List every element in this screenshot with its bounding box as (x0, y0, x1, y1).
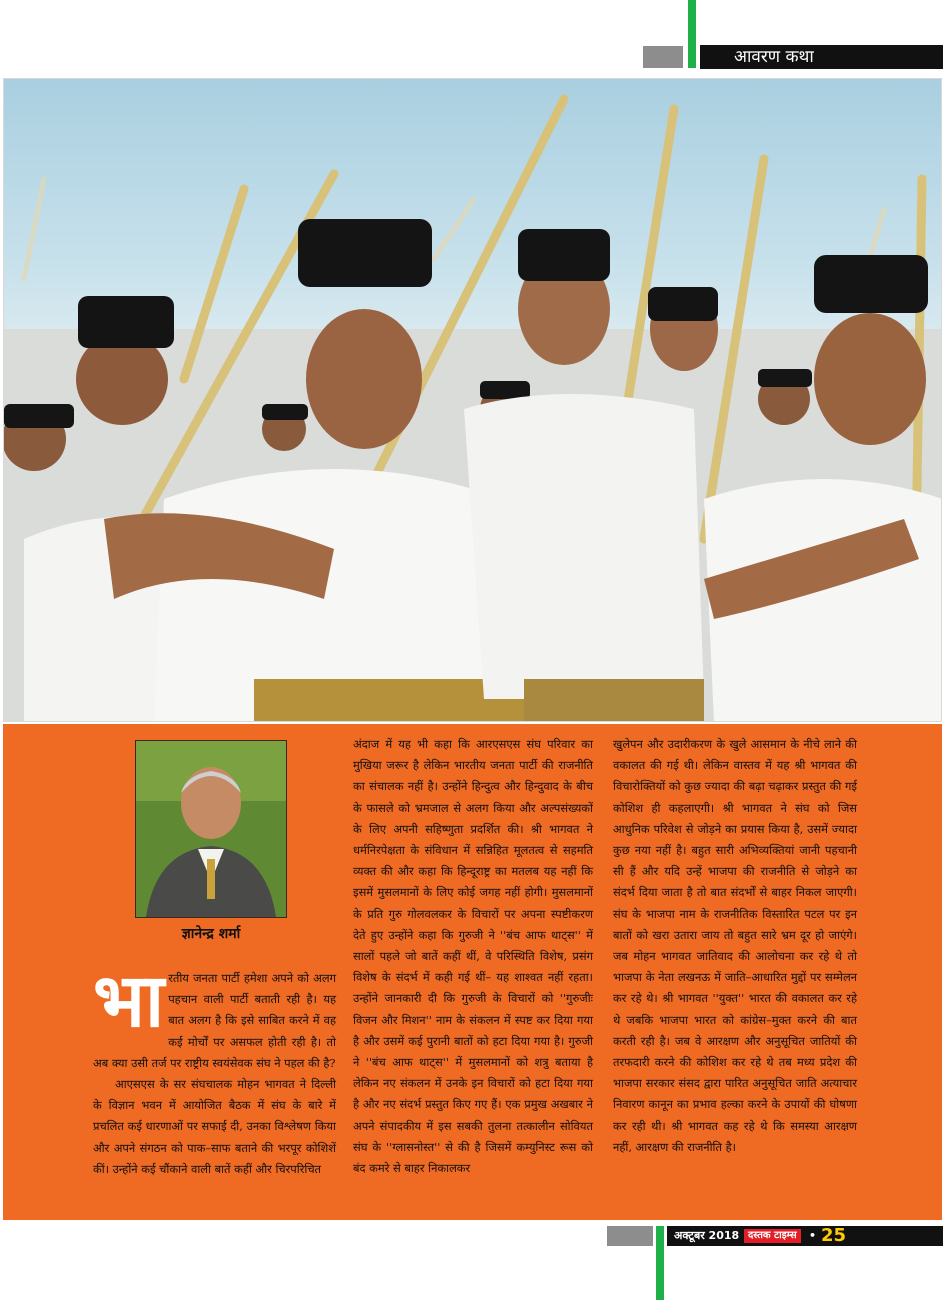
article-column-3 (613, 734, 857, 1158)
article-paragraph (93, 958, 336, 1074)
author-photo (135, 740, 287, 918)
article-column-2 (353, 734, 593, 1179)
article-text: रतीय जनता पार्टी हमेशा अपने को अलग पहचान वाली पार्टी बताती रही है। यह बात अलग है कि इसे साबित करने में वह कई मोर्चों पर असफल होती रही है। तो अब क्या उसी तर्ज पर राष्ट्रीय स्वयंसेवक संघ ने पहल की है? (93, 971, 336, 1070)
author-name: ज्ञानेन्द्र शर्मा (181, 926, 241, 942)
magazine-logo: दस्तक टाइम्स (744, 1229, 801, 1243)
header-grey-block (643, 46, 683, 68)
parade-illustration (4, 79, 942, 722)
header-green-bar (688, 0, 696, 68)
article-paragraph: खुलेपन और उदारीकरण के खुले आसमान के नीचे लाने की वकालत की गई थी। लेकिन वास्तव में यह श्री भागवत की विचारोक्तियों को कुछ ज्यादा की बढ़ा चढ़ाकर प्रस्तुत की गई कोशिश ही कहलाएगी। श्री भागवत ने संघ को जिस आधुनिक परिवेश से जोड़ने का प्रयास किया है, उसमें ज्यादा कुछ नया नहीं है। बहुत सारी अभिव्यक्तियां जानी पहचानी सी हैं और यदि उन्हें भाजपा की राजनीति से जोड़ने का संदर्भ दिया जाता है तो बात संदर्भों से बाहर निकल जाएगी। संघ के भाजपा नाम के राजनीतिक विस्तारित पटल पर इन बातों को खरा उतारा जाय तो बहुत सारे भ्रम दूर हो जाएंगे। जब मोहन भागवत जातिवाद की आलोचना कर रहे थे तो भाजपा के नेता लखनऊ में जाति–आधारित मुद्दों पर सम्मेलन कर रहे थे। श्री भागवत ''युक्त'' भारत की वकालत कर रहे थे जबकि भाजपा भारत को कांग्रेस–मुक्त करने की बात करती रही है। जब वे आरक्षण और अनुसूचित जातियों की तरफदारी करने की कोशिश कर रहे थे तब मध्य प्रदेश की भाजपा सरकार संसद द्वारा पारित अनुसूचित जाति अत्याचार निवारण कानून का प्रभाव हल्का करने के उपायों की घोषणा कर रही थी। श्री भागवत कह रहे थे कि समस्या आरक्षण नहीं, आरक्षण की राजनीति है। (613, 737, 857, 1154)
article-column-1 (93, 958, 336, 1180)
footer-grey-block (607, 1226, 653, 1246)
section-label: आवरण कथा (700, 45, 943, 69)
footer-green-bar (656, 1226, 664, 1300)
footer-separator: • (809, 1229, 817, 1242)
issue-date: अक्टूबर 2018 (674, 1229, 740, 1242)
article-paragraph: अंदाज में यह भी कहा कि आरएसएस संघ परिवार का मुखिया जरूर है लेकिन भारतीय जनता पार्टी की राजनीति का संचालक नहीं है। उन्होंने हिन्दुत्व और हिन्दुवाद के बीच के फासले को भ्रमजाल से अलग किया और अल्पसंख्यकों के लिए अपनी सहिष्णुता प्रदर्शित की। श्री भागवत ने धर्मनिरपेक्षता के संविधान में सन्निहित मूलतत्व से सहमति व्यक्त की और कहा कि हिन्दूराष्ट्र का मतलब यह नहीं कि इसमें मुसलमानों के लिए कोई जगह नहीं होगी। मुसलमानों के प्रति गुरु गोलवलकर के विचारों पर अपना स्पष्टीकरण देते हुए उन्होंने कहा कि गुरुजी ने ''बंच आफ थाट्स'' में सालों पहले जो बातें कहीं थीं, वे परिस्थिति विशेष, प्रसंग विशेष के संदर्भ में कही गई थीं– यह शाश्वत नहीं रहता। उन्होंने जानकारी दी कि गुरुजी के विचारों को ''गुरुजीः विजन और मिशन'' नाम के संकलन में स्पष्ट कर दिया गया है और उसमें कई पुरानी बातों को हटा दिया गया है। गुरुजी ने ''बंच आफ थाट्स'' में मुसलमानों को शत्रु बताया है लेकिन नए संकलन में उनके इन विचारों को हटा दिया गया है और नए संदर्भ प्रस्तुत किए गए हैं। एक प्रमुख अखबार ने अपने संपादकीय में इस सबकी तुलना तत्कालीन सोवियत संघ के ''ग्लासनोस्त'' से की है जिसमें कम्युनिस्ट रूस को बंद कमरे से बाहर निकालकर (353, 737, 593, 1176)
footer-bar (667, 1226, 943, 1246)
hero-photo (3, 78, 942, 722)
article-paragraph: आएसएस के सर संघचालक मोहन भागवत ने दिल्ली के विज्ञान भवन में आयोजित बैठक में संघ के बारे में प्रचलित कई धारणाओं पर सफाई दी, उनका विश्लेषण किया और अपने संगठन को पाक–साफ बताने की भरपूर कोशिशें कीं। उन्होंने कई चौंकाने वाली बातें कहीं और चिरपरिचित (93, 1077, 336, 1176)
page-number: 25 (821, 1225, 847, 1246)
author-portrait (136, 741, 286, 917)
drop-cap: भा (93, 958, 165, 1044)
